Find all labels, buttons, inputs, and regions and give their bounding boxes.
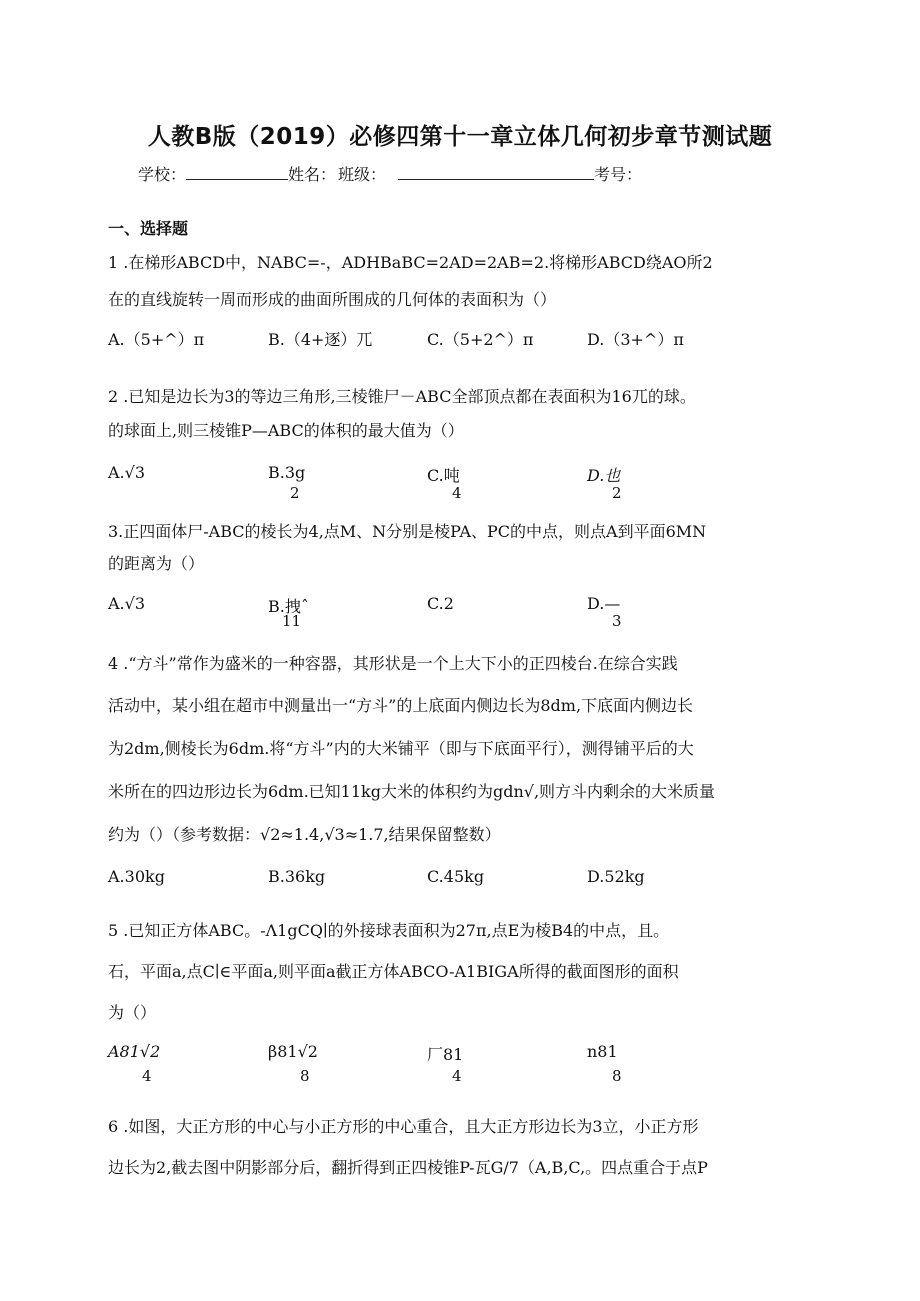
q5-option-d-denominator: 8 xyxy=(612,1067,622,1085)
q6-line2: 边长为2,截去图中阴影部分后，翻折得到正四棱锥P-瓦G/7（A,B,C,。四点重合于点P xyxy=(108,1158,708,1177)
q3-option-a[interactable]: A.√3 xyxy=(108,594,146,613)
q4-option-b[interactable]: B.36kg xyxy=(268,867,326,886)
q5-option-c-denominator: 4 xyxy=(452,1067,462,1085)
q2-option-d-denominator: 2 xyxy=(612,484,622,502)
q1-option-b[interactable]: B.（4+逐）兀 xyxy=(268,330,373,349)
q6-line1: 6 .如图，大正方形的中心与小正方形的中心重合，且大正方形边长为3立，小正方形 xyxy=(108,1117,699,1136)
q3-option-d[interactable]: D.— xyxy=(587,594,621,613)
q1-line1: 1 .在梯形ABCD中，NABC=-，ADHBaBC=2AD=2AB=2.将梯形ABCD绕AO所2 xyxy=(108,253,713,272)
q1-option-d[interactable]: D.（3+^）π xyxy=(587,330,684,349)
q2-option-b[interactable]: B.3g xyxy=(268,463,306,482)
q4-line3: 为2dm,侧棱长为6dm.将“方斗”内的大米铺平（即与下底面平行），测得铺平后的大 xyxy=(108,739,694,758)
q3-option-c[interactable]: C.2 xyxy=(427,594,454,613)
q1-option-a[interactable]: A.（5+^）π xyxy=(108,330,205,349)
q5-option-a[interactable]: A81√2 xyxy=(108,1042,161,1061)
q4-line5: 约为（）（参考数据：√2≈1.4,√3≈1.7,结果保留整数） xyxy=(108,825,501,844)
q3-option-d-denominator: 3 xyxy=(612,612,622,630)
q3-option-b[interactable]: B.拽ˆ xyxy=(268,597,309,616)
page-title: 人教B版（2019）必修四第十一章立体几何初步章节测试题 xyxy=(147,124,773,150)
q5-option-b[interactable]: β81√2 xyxy=(268,1042,318,1061)
name-label: 姓名： xyxy=(288,165,337,184)
class-blank[interactable] xyxy=(398,165,594,180)
school-label: 学校： xyxy=(138,165,187,184)
q5-line1: 5 .已知正方体ABC。-Λ1gCQ∣的外接球表面积为27π,点E为棱B4的中点，且。 xyxy=(108,921,670,940)
student-info-row xyxy=(138,162,642,185)
q4-line4: 米所在的四边形边长为6dm.已知11kg大米的体积约为gdn√,则方斗内剩余的大米质量 xyxy=(108,782,716,801)
school-blank[interactable] xyxy=(186,165,288,180)
q2-option-b-denominator: 2 xyxy=(290,484,300,502)
q5-line3: 为（） xyxy=(108,1003,157,1022)
q3-line2: 的距离为（） xyxy=(108,554,205,573)
q2-option-a[interactable]: A.√3 xyxy=(108,463,146,482)
class-label: 班级： xyxy=(338,165,387,184)
q3-line1: 3.正四面体尸-ABC的棱长为4,点M、N分别是棱PA、PC的中点，则点A到平面6MN xyxy=(108,522,707,541)
q5-option-a-denominator: 4 xyxy=(142,1067,152,1085)
q4-line1: 4 .“方斗”常作为盛米的一种容器，其形状是一个上大下小的正四棱台.在综合实践 xyxy=(108,654,678,673)
q4-line2: 活动中，某小组在超市中测量出一“方斗”的上底面内侧边长为8dm,下底面内侧边长 xyxy=(108,696,694,715)
q2-option-d[interactable]: D.也 xyxy=(587,466,621,485)
section-heading: 一、选择题 xyxy=(108,219,189,238)
q5-option-c[interactable]: 厂81 xyxy=(427,1045,464,1064)
q2-line2: 的球面上,则三棱锥P—ABC的体积的最大值为（） xyxy=(108,421,464,440)
q1-line2: 在的直线旋转一周而形成的曲面所围成的几何体的表面积为（） xyxy=(108,290,557,309)
q2-line1: 2 .已知是边长为3的等边三角形,三棱锥尸－ABC全部顶点都在表面积为16兀的球。 xyxy=(108,387,696,406)
q3-option-b-denominator: 11 xyxy=(282,612,302,630)
q4-option-a[interactable]: A.30kg xyxy=(108,867,165,886)
q5-option-b-denominator: 8 xyxy=(300,1067,310,1085)
q4-option-d[interactable]: D.52kg xyxy=(587,867,645,886)
q4-option-c[interactable]: C.45kg xyxy=(427,867,485,886)
q1-option-c[interactable]: C.（5+2^）π xyxy=(427,330,534,349)
q2-option-c-denominator: 4 xyxy=(452,484,462,502)
exam-no-label: 考号： xyxy=(594,165,643,184)
q2-option-c[interactable]: C.吨 xyxy=(427,466,460,485)
q5-option-d[interactable]: n81 xyxy=(587,1042,618,1061)
q5-line2: 石，平面a,点C∣∈平面a,则平面a截正方体ABCO-A1BIGA所得的截面图形的面积 xyxy=(108,962,679,981)
